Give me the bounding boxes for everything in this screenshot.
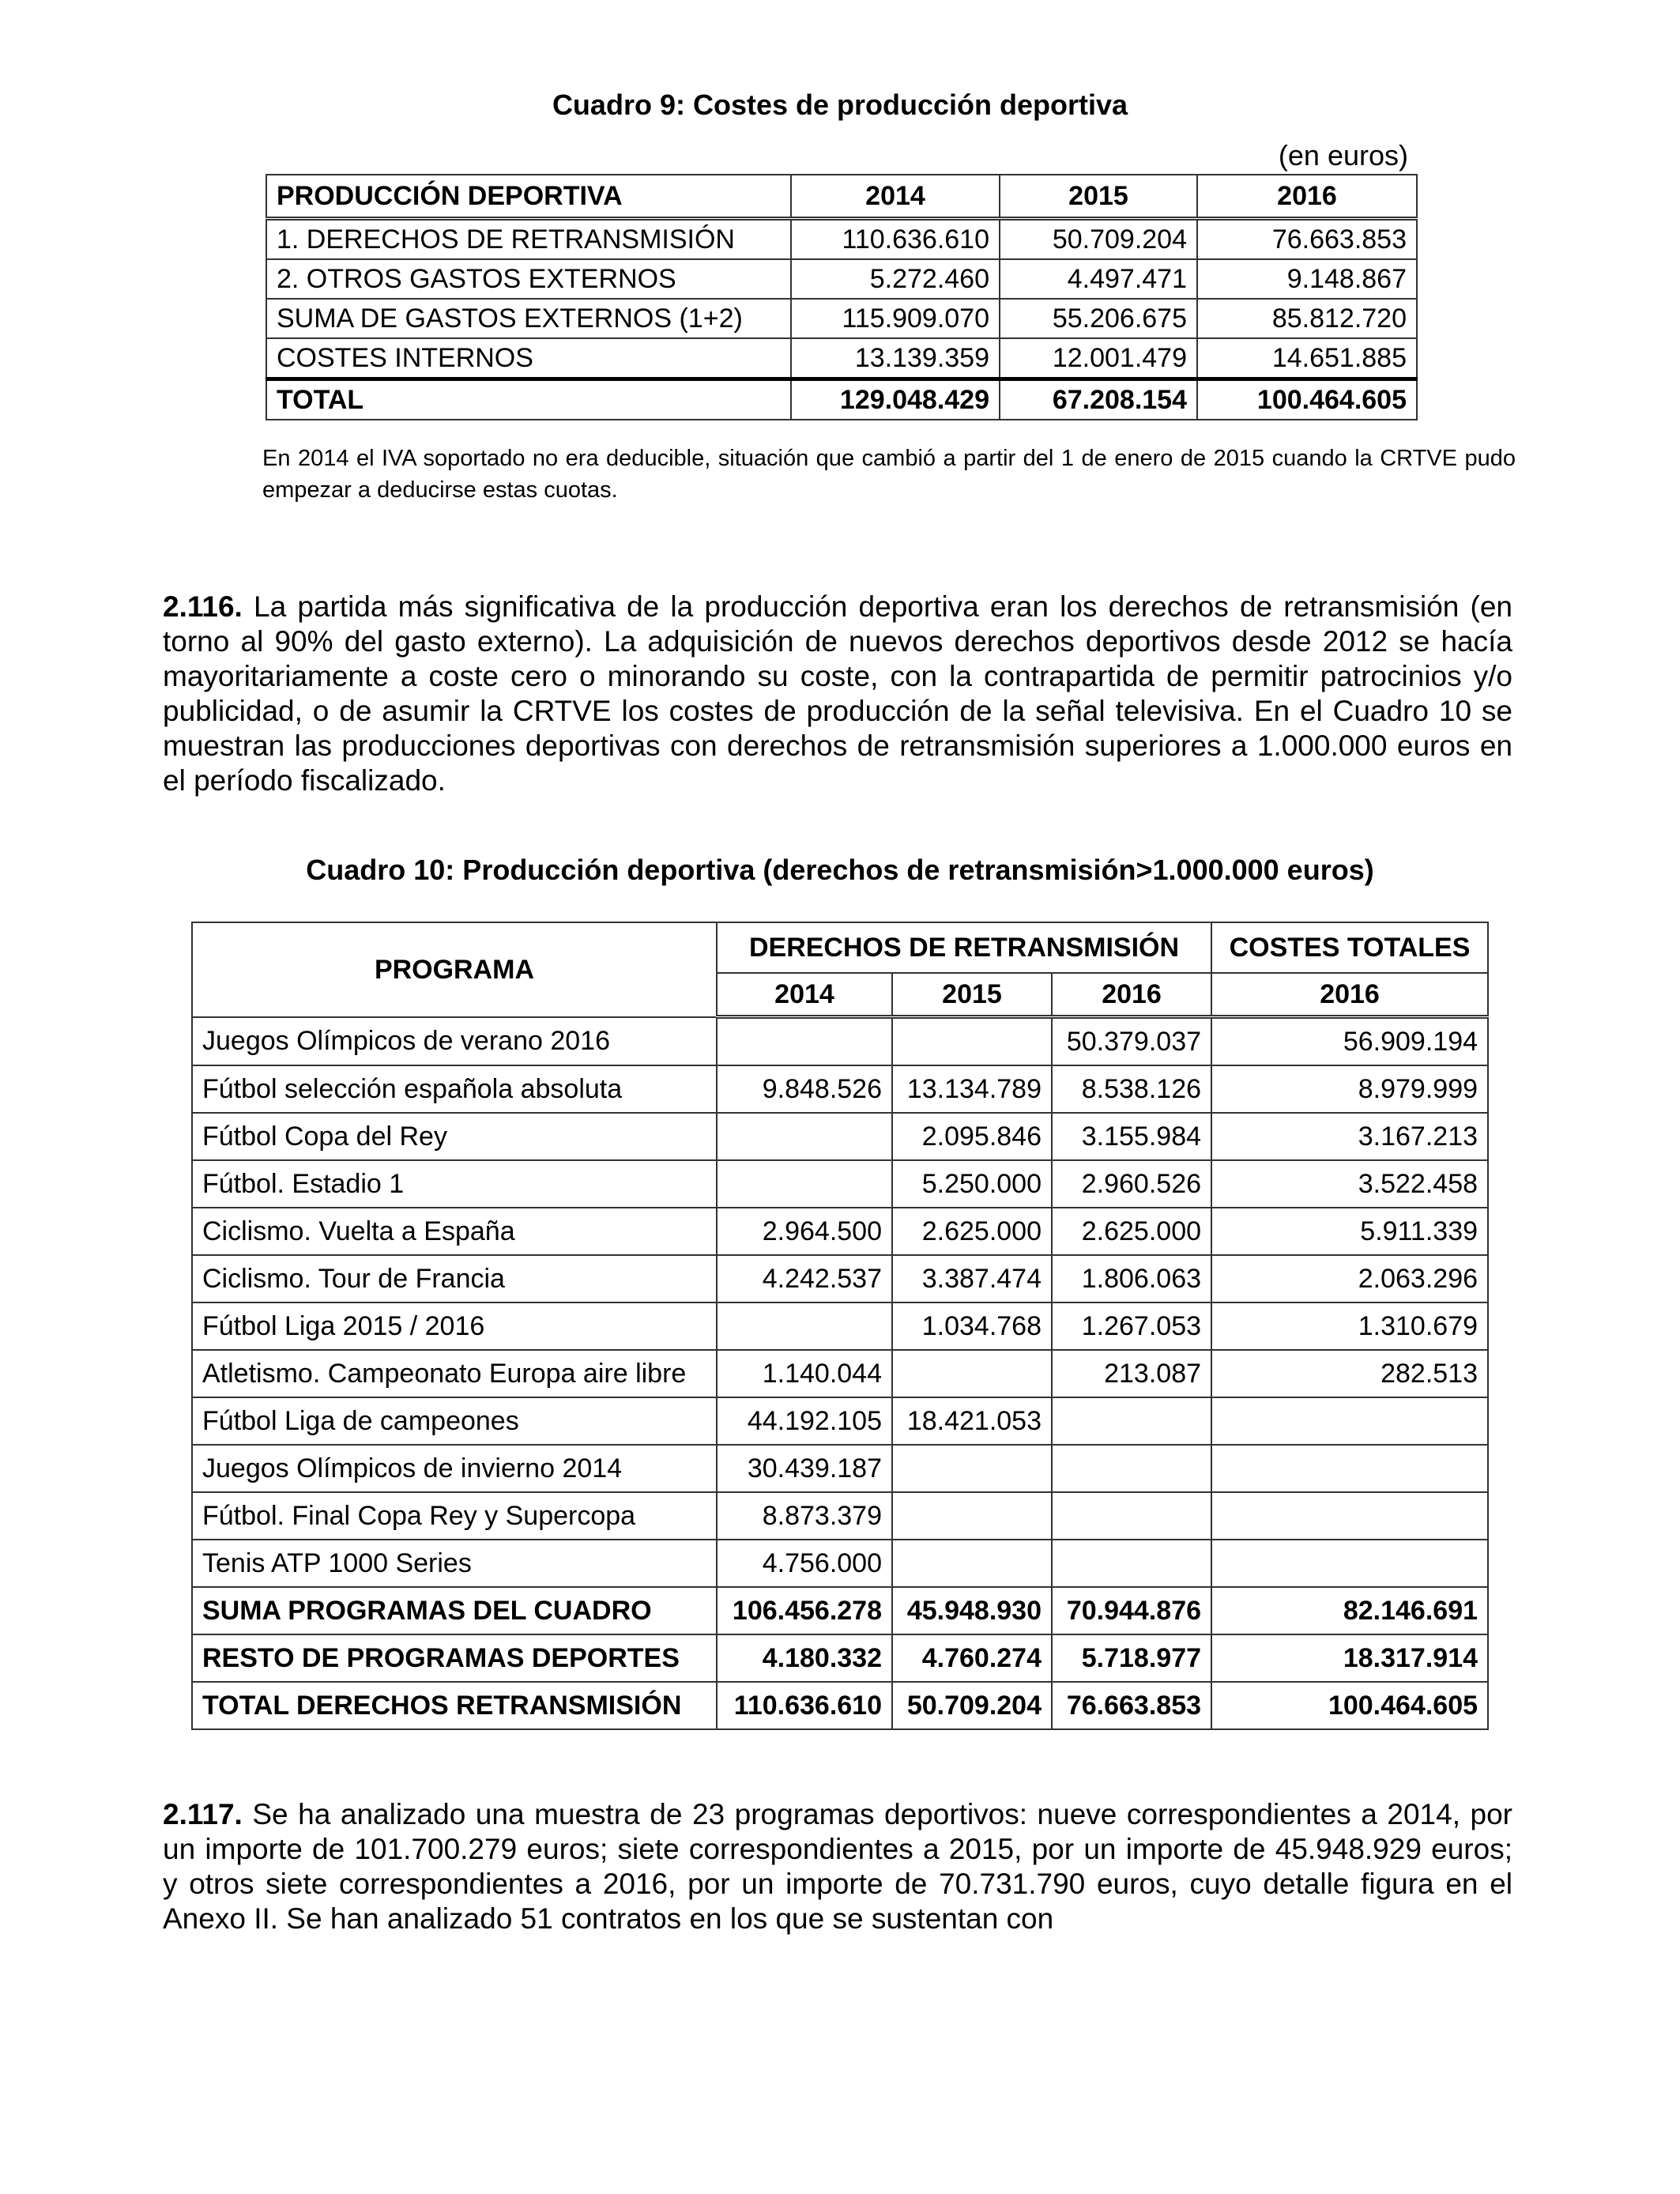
cell-value: 5.718.977 bbox=[1052, 1634, 1211, 1682]
row-label: Juegos Olímpicos de verano 2016 bbox=[192, 1017, 717, 1066]
cell-value: 2.964.500 bbox=[717, 1208, 892, 1255]
table2-title: Cuadro 10: Producción deportiva (derechos de retransmisión>1.000.000 euros) bbox=[306, 854, 1374, 886]
header-year: 2016 bbox=[1052, 973, 1211, 1017]
cell-value: 4.180.332 bbox=[717, 1634, 892, 1682]
cell-value: 2.960.526 bbox=[1052, 1160, 1211, 1208]
paragraph-text: Se ha analizado una muestra de 23 programas deportivos: nueve correspondientes a 2014, por un importe de 101.700.279 euros; siete correspondientes a 2015, por un importe de 45.948.929 euros; y otros siete correspondientes a 2016, por un importe de 70.731.790 euros, cuyo detalle figura en el Anexo II. Se han analizado 51 contratos en los que se sustentan con bbox=[163, 1798, 1512, 1935]
header-cell: 2014 bbox=[791, 175, 1000, 219]
cell-value: 70.944.876 bbox=[1052, 1587, 1211, 1634]
cell-value: 8.538.126 bbox=[1052, 1065, 1211, 1113]
cell-value: 50.709.204 bbox=[1000, 219, 1197, 260]
cell-value: 3.155.984 bbox=[1052, 1113, 1211, 1160]
cell-value: 4.497.471 bbox=[1000, 259, 1197, 299]
table-row bbox=[192, 1208, 1488, 1255]
cell-value bbox=[1052, 1540, 1211, 1587]
table-row bbox=[192, 1017, 1488, 1066]
cell-value: 3.522.458 bbox=[1211, 1160, 1488, 1208]
paragraph-2-117 bbox=[163, 1797, 1512, 1936]
table2-body bbox=[192, 1017, 1488, 1730]
table-row bbox=[192, 1160, 1488, 1208]
produccion-table bbox=[191, 922, 1489, 1730]
table-row bbox=[192, 1065, 1488, 1113]
cell-value: 3.387.474 bbox=[892, 1255, 1052, 1302]
table1-note: En 2014 el IVA soportado no era deducible, situación que cambió a partir del 1 de enero de 2015 cuando la CRTVE pudo empezar a deducirse estas cuotas. bbox=[262, 446, 1516, 503]
row-label: Ciclismo. Vuelta a España bbox=[192, 1208, 717, 1255]
table-row bbox=[192, 1445, 1488, 1492]
cell-value: 4.242.537 bbox=[717, 1255, 892, 1302]
table-row bbox=[192, 1492, 1488, 1540]
row-label: Fútbol Liga 2015 / 2016 bbox=[192, 1302, 717, 1350]
cell-value: 110.636.610 bbox=[717, 1682, 892, 1729]
row-label: Ciclismo. Tour de Francia bbox=[192, 1255, 717, 1302]
header-derechos: DERECHOS DE RETRANSMISIÓN bbox=[717, 922, 1211, 973]
cell-value: 55.206.675 bbox=[1000, 299, 1197, 338]
cell-value: 2.625.000 bbox=[892, 1208, 1052, 1255]
cell-value bbox=[1211, 1445, 1488, 1492]
row-label: RESTO DE PROGRAMAS DEPORTES bbox=[192, 1634, 717, 1682]
row-label: Fútbol selección española absoluta bbox=[192, 1065, 717, 1113]
table-row bbox=[192, 1540, 1488, 1587]
row-label: SUMA PROGRAMAS DEL CUADRO bbox=[192, 1587, 717, 1634]
cell-value bbox=[1052, 1492, 1211, 1540]
table-row bbox=[266, 299, 1417, 338]
cell-value: 18.421.053 bbox=[892, 1397, 1052, 1445]
table-row bbox=[266, 338, 1417, 379]
row-label: SUMA DE GASTOS EXTERNOS (1+2) bbox=[266, 299, 791, 338]
row-label: Juegos Olímpicos de invierno 2014 bbox=[192, 1445, 717, 1492]
table-header-row bbox=[266, 175, 1417, 219]
header-year: 2016 bbox=[1211, 973, 1488, 1017]
cell-value: 44.192.105 bbox=[717, 1397, 892, 1445]
table1-title: Cuadro 9: Costes de producción deportiva bbox=[552, 89, 1128, 121]
cell-value: 9.148.867 bbox=[1197, 259, 1417, 299]
row-label: Tenis ATP 1000 Series bbox=[192, 1540, 717, 1587]
cell-value: 106.456.278 bbox=[717, 1587, 892, 1634]
cell-value bbox=[1211, 1492, 1488, 1540]
header-year: 2014 bbox=[717, 973, 892, 1017]
cell-value: 129.048.429 bbox=[791, 379, 1000, 420]
table-row bbox=[192, 1255, 1488, 1302]
paragraph-number: 2.117. bbox=[163, 1798, 243, 1830]
cell-value: 85.812.720 bbox=[1197, 299, 1417, 338]
row-label: Fútbol Copa del Rey bbox=[192, 1113, 717, 1160]
cell-value bbox=[1211, 1397, 1488, 1445]
cell-value: 5.272.460 bbox=[791, 259, 1000, 299]
cell-value: 2.625.000 bbox=[1052, 1208, 1211, 1255]
cell-value: 50.379.037 bbox=[1052, 1017, 1211, 1066]
cell-value: 13.134.789 bbox=[892, 1065, 1052, 1113]
cell-value: 1.267.053 bbox=[1052, 1302, 1211, 1350]
cell-value bbox=[892, 1350, 1052, 1397]
cell-value: 5.250.000 bbox=[892, 1160, 1052, 1208]
cell-value: 1.806.063 bbox=[1052, 1255, 1211, 1302]
header-cell: 2016 bbox=[1197, 175, 1417, 219]
cell-value bbox=[892, 1540, 1052, 1587]
cell-value: 2.063.296 bbox=[1211, 1255, 1488, 1302]
cell-value: 115.909.070 bbox=[791, 299, 1000, 338]
cell-value bbox=[1052, 1445, 1211, 1492]
cell-value: 8.873.379 bbox=[717, 1492, 892, 1540]
cell-value: 9.848.526 bbox=[717, 1065, 892, 1113]
row-label: TOTAL bbox=[266, 379, 791, 420]
cell-value: 14.651.885 bbox=[1197, 338, 1417, 379]
paragraph-number: 2.116. bbox=[163, 590, 243, 623]
cell-value bbox=[717, 1302, 892, 1350]
paragraph-text: La partida más significativa de la producción deportiva eran los derechos de retransmisión (en torno al 90% del gasto externo). La adquisición de nuevos derechos deportivos desde 2012 se hacía mayoritariamente a coste cero o minorando su coste, con la contrapartida de permitir patrocinios y/o publicidad, o de asumir la CRTVE los costes de producción de la señal televisiva. En el Cuadro 10 se muestran las producciones deportivas con derechos de retransmisión superiores a 1.000.000 euros en el período fiscalizado. bbox=[163, 590, 1512, 797]
cell-value: 13.139.359 bbox=[791, 338, 1000, 379]
header-year: 2015 bbox=[892, 973, 1052, 1017]
table-row bbox=[192, 1302, 1488, 1350]
total-row bbox=[266, 379, 1417, 420]
cell-value: 1.034.768 bbox=[892, 1302, 1052, 1350]
cell-value: 82.146.691 bbox=[1211, 1587, 1488, 1634]
cell-value bbox=[717, 1017, 892, 1066]
cell-value: 213.087 bbox=[1052, 1350, 1211, 1397]
summary-row bbox=[192, 1682, 1488, 1729]
table-row bbox=[266, 219, 1417, 260]
cell-value: 76.663.853 bbox=[1052, 1682, 1211, 1729]
cell-value: 4.756.000 bbox=[717, 1540, 892, 1587]
row-label: Atletismo. Campeonato Europa aire libre bbox=[192, 1350, 717, 1397]
table-row bbox=[266, 259, 1417, 299]
row-label: Fútbol Liga de campeones bbox=[192, 1397, 717, 1445]
row-label: Fútbol. Final Copa Rey y Supercopa bbox=[192, 1492, 717, 1540]
cell-value: 30.439.187 bbox=[717, 1445, 892, 1492]
cell-value: 282.513 bbox=[1211, 1350, 1488, 1397]
cell-value: 76.663.853 bbox=[1197, 219, 1417, 260]
cell-value: 67.208.154 bbox=[1000, 379, 1197, 420]
cell-value: 100.464.605 bbox=[1197, 379, 1417, 420]
cell-value: 18.317.914 bbox=[1211, 1634, 1488, 1682]
cell-value: 45.948.930 bbox=[892, 1587, 1052, 1634]
row-label: 1. DERECHOS DE RETRANSMISIÓN bbox=[266, 219, 791, 260]
summary-row bbox=[192, 1634, 1488, 1682]
cell-value: 5.911.339 bbox=[1211, 1208, 1488, 1255]
cell-value: 1.310.679 bbox=[1211, 1302, 1488, 1350]
table-row bbox=[192, 1350, 1488, 1397]
header-programa: PROGRAMA bbox=[192, 922, 717, 1017]
row-label: COSTES INTERNOS bbox=[266, 338, 791, 379]
header-cell: PRODUCCIÓN DEPORTIVA bbox=[266, 175, 791, 219]
cell-value bbox=[892, 1445, 1052, 1492]
costes-table bbox=[266, 174, 1418, 420]
cell-value: 100.464.605 bbox=[1211, 1682, 1488, 1729]
cell-value bbox=[717, 1113, 892, 1160]
cell-value: 4.760.274 bbox=[892, 1634, 1052, 1682]
cell-value: 1.140.044 bbox=[717, 1350, 892, 1397]
header-costes: COSTES TOTALES bbox=[1211, 922, 1488, 973]
paragraph-2-116 bbox=[163, 590, 1512, 798]
cell-value: 8.979.999 bbox=[1211, 1065, 1488, 1113]
cell-value: 3.167.213 bbox=[1211, 1113, 1488, 1160]
table-header-row bbox=[192, 922, 1488, 973]
row-label: TOTAL DERECHOS RETRANSMISIÓN bbox=[192, 1682, 717, 1729]
cell-value bbox=[892, 1492, 1052, 1540]
header-cell: 2015 bbox=[1000, 175, 1197, 219]
row-label: Fútbol. Estadio 1 bbox=[192, 1160, 717, 1208]
cell-value: 2.095.846 bbox=[892, 1113, 1052, 1160]
table1-unit: (en euros) bbox=[1278, 139, 1408, 172]
cell-value bbox=[1052, 1397, 1211, 1445]
cell-value bbox=[1211, 1540, 1488, 1587]
table-row bbox=[192, 1397, 1488, 1445]
cell-value: 110.636.610 bbox=[791, 219, 1000, 260]
table-row bbox=[192, 1113, 1488, 1160]
summary-row bbox=[192, 1587, 1488, 1634]
row-label: 2. OTROS GASTOS EXTERNOS bbox=[266, 259, 791, 299]
cell-value: 50.709.204 bbox=[892, 1682, 1052, 1729]
cell-value bbox=[892, 1017, 1052, 1066]
cell-value bbox=[717, 1160, 892, 1208]
cell-value: 12.001.479 bbox=[1000, 338, 1197, 379]
cell-value: 56.909.194 bbox=[1211, 1017, 1488, 1066]
